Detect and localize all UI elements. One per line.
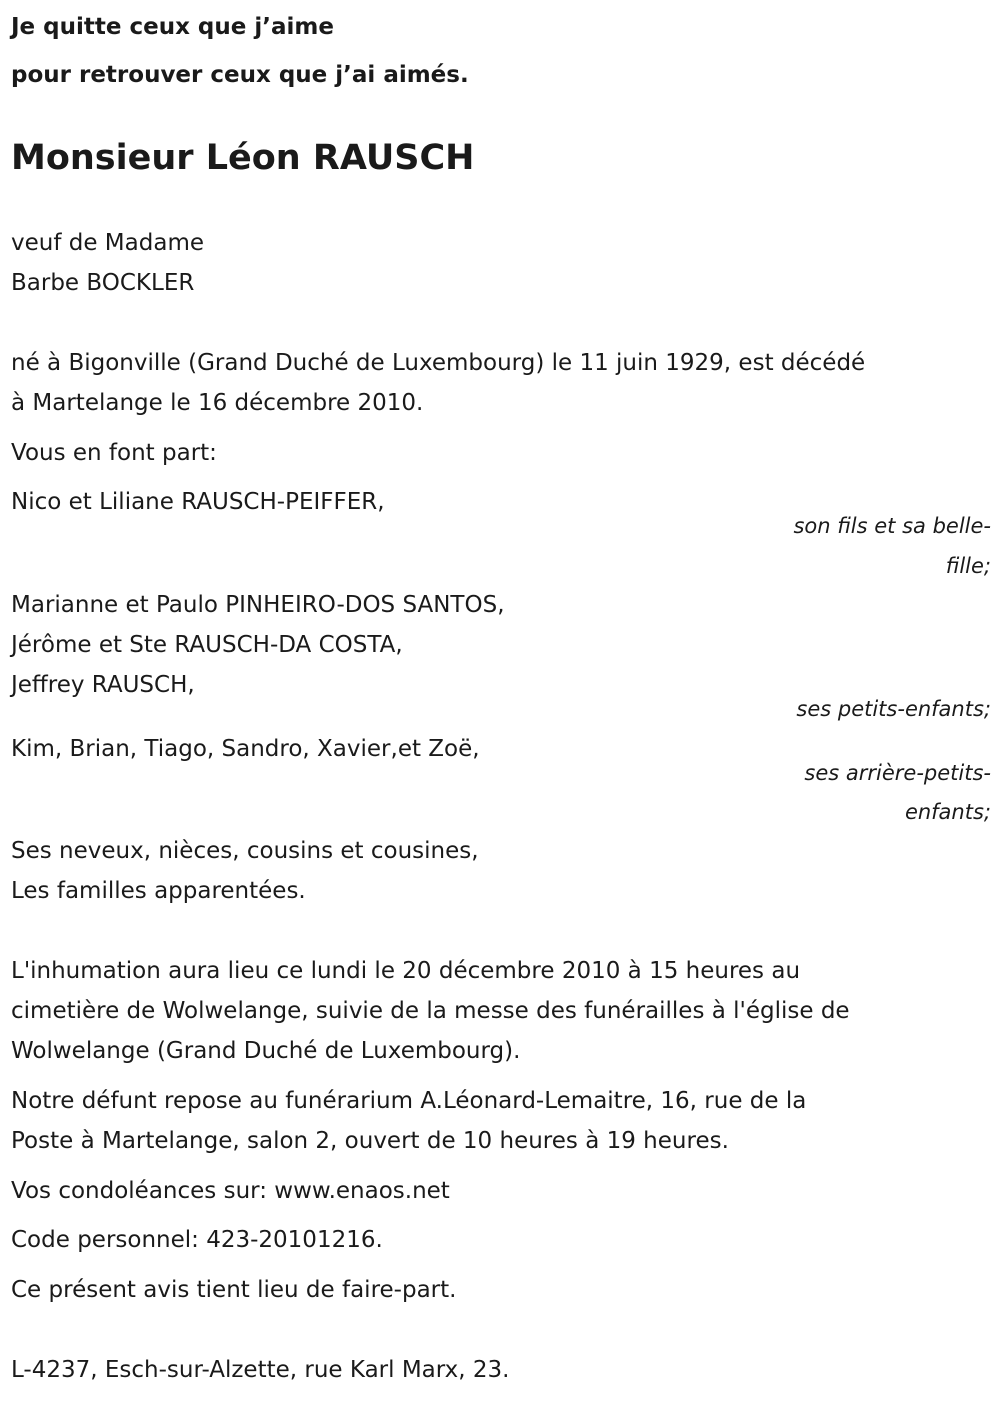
ceremony-line-1: L'inhumation aura lieu ce lundi le 20 décembre 2010 à 15 heures au (11, 958, 801, 984)
birth-line-1: né à Bigonville (Grand Duché de Luxembourg) le 11 juin 1929, est décédé (11, 350, 866, 376)
son-names: Nico et Liliane RAUSCH-PEIFFER, (11, 489, 385, 515)
ceremony-line-3: Wolwelange (Grand Duché de Luxembourg). (11, 1038, 521, 1064)
relatives-line-2: Les familles apparentées. (11, 878, 306, 904)
grandchildren-role: ses petits-enfants; (796, 697, 991, 721)
son-role-line-1: son fils et sa belle- (793, 514, 991, 538)
great-grandchildren-role-line-1: ses arrière-petits- (804, 761, 991, 785)
epigraph-line-2: pour retrouver ceux que j’ai aimés. (11, 62, 469, 88)
son-role-line-2: fille; (945, 554, 991, 578)
grandchild-1: Marianne et Paulo PINHEIRO-DOS SANTOS, (11, 592, 505, 618)
address-line: L-4237, Esch-sur-Alzette, rue Karl Marx, 23. (11, 1357, 510, 1383)
great-grandchildren-names: Kim, Brian, Tiago, Sandro, Xavier,et Zoë, (11, 736, 480, 762)
funeral-home-line-2: Poste à Martelange, salon 2, ouvert de 10 heures à 19 heures. (11, 1128, 729, 1154)
condolences-line: Vos condoléances sur: www.enaos.net (11, 1178, 450, 1204)
birth-line-2: à Martelange le 16 décembre 2010. (11, 390, 424, 416)
ceremony-line-2: cimetière de Wolwelange, suivie de la messe des funérailles à l'église de (11, 998, 850, 1024)
grandchild-3: Jeffrey RAUSCH, (11, 672, 195, 698)
grandchild-2: Jérôme et Ste RAUSCH-DA COSTA, (11, 632, 403, 658)
relatives-line-1: Ses neveux, nièces, cousins et cousines, (11, 838, 479, 864)
widow-line-1: veuf de Madame (11, 230, 204, 256)
epigraph-line-1: Je quitte ceux que j’aime (11, 14, 334, 40)
funeral-home-line-1: Notre défunt repose au funérarium A.Léonard-Lemaitre, 16, rue de la (11, 1088, 807, 1114)
announcement-intro: Vous en font part: (11, 440, 217, 466)
notice-line: Ce présent avis tient lieu de faire-part. (11, 1277, 457, 1303)
widow-line-2: Barbe BOCKLER (11, 270, 195, 296)
great-grandchildren-role-line-2: enfants; (904, 800, 991, 824)
deceased-name: Monsieur Léon RAUSCH (11, 138, 475, 178)
personal-code-line: Code personnel: 423-20101216. (11, 1227, 383, 1253)
